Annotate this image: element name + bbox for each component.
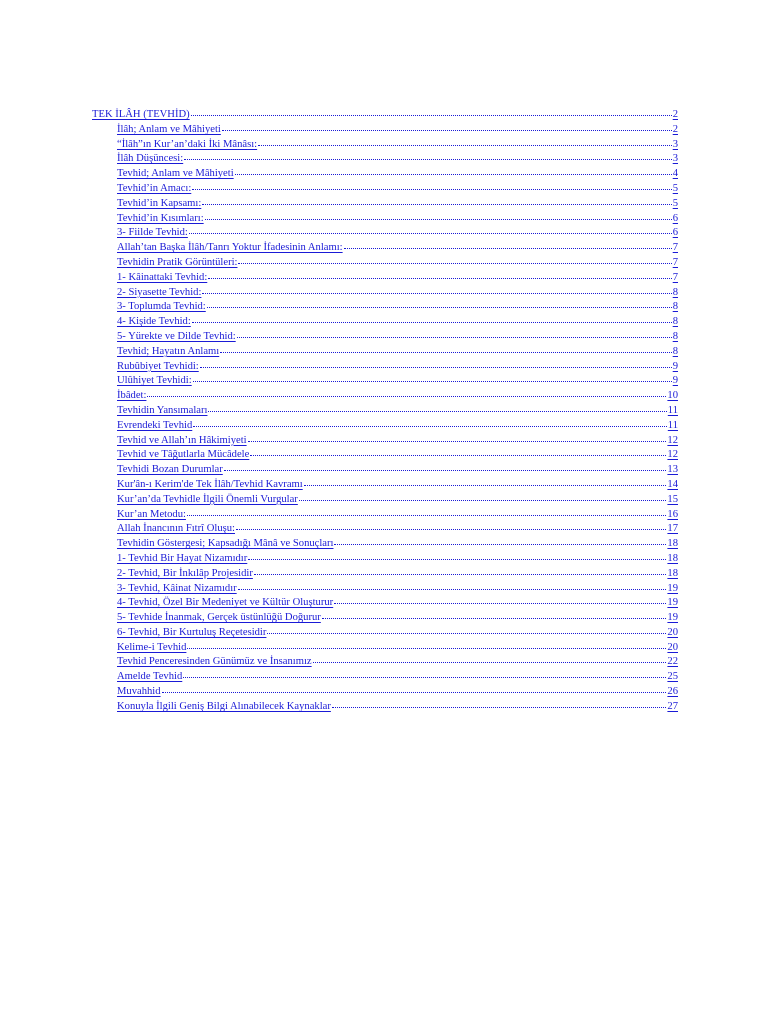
toc-entry-page-number: 16 [667, 508, 678, 520]
toc-entry-link[interactable] [92, 122, 678, 137]
toc-entry-link[interactable] [92, 196, 678, 211]
toc-entry-link[interactable] [92, 684, 678, 699]
toc-entry-page-number: 26 [667, 686, 678, 698]
dot-leader [304, 476, 667, 486]
toc-entry-page-number: 8 [672, 301, 678, 313]
toc-entry-link[interactable] [92, 211, 678, 226]
toc-entry-title: 3- Toplumda Tevhid: [117, 301, 206, 313]
toc-entry-link[interactable] [92, 225, 678, 240]
toc-entry-link[interactable] [92, 640, 678, 655]
dot-leader [189, 224, 672, 234]
toc-entry-title: Tevhid ve Tâğutlarla Mücâdele [117, 449, 250, 461]
toc-entry-title: Muvahhid [117, 686, 161, 698]
toc-entry-link[interactable] [92, 507, 678, 522]
toc-entry-title: Tevhid; Anlam ve Mâhiyeti [117, 168, 234, 180]
dot-leader [147, 387, 666, 397]
dot-leader [248, 432, 667, 442]
toc-entry-title: 5- Tevhide İnanmak, Gerçek üstünlüğü Doğurur [117, 612, 321, 624]
toc-entry-title: İbâdet: [117, 390, 147, 402]
toc-entry-page-number: 6 [672, 212, 678, 224]
dot-leader [222, 121, 672, 131]
toc-entry-link[interactable] [92, 255, 678, 270]
toc-entry-title: Konuyla İlgili Geniş Bilgi Alınabilecek Kaynaklar [117, 700, 331, 712]
toc-entry-title: Allah İnancının Fıtrî Oluşu: [117, 523, 235, 535]
toc-entry-title: 1- Tevhid Bir Hayat Nizamıdır [117, 552, 248, 564]
toc-entry-link[interactable] [92, 329, 678, 344]
toc-entry-title: 1- Kâinattaki Tevhid: [117, 271, 208, 283]
toc-entry-title: Tevhidin Pratik Görüntüleri: [117, 256, 238, 268]
toc-entry-title: Tevhid’in Kapsamı: [117, 197, 202, 209]
dot-leader [208, 269, 671, 279]
toc-entry-title: 6- Tevhid, Bir Kurtuluş Reçetesidir [117, 626, 267, 638]
dot-leader [235, 165, 672, 175]
dot-leader [187, 639, 666, 649]
toc-entry-link[interactable] [92, 418, 678, 433]
dot-leader [193, 417, 667, 427]
toc-entry-page-number: 5 [672, 182, 678, 194]
dot-leader [187, 506, 666, 516]
dot-leader [322, 609, 667, 619]
toc-entry-page-number: 19 [667, 612, 678, 624]
toc-entry-title: Kur'ân-ı Kerim'de Tek İlâh/Tevhid Kavramı [117, 478, 303, 490]
dot-leader [238, 580, 667, 590]
toc-entry-link[interactable] [92, 521, 678, 536]
dot-leader [193, 372, 672, 382]
toc-entry-page-number: 12 [667, 449, 678, 461]
toc-entry-link[interactable] [92, 166, 678, 181]
dot-leader [202, 284, 671, 294]
dot-leader [267, 624, 666, 634]
toc-entry-link[interactable] [92, 669, 678, 684]
toc-entry-link[interactable] [92, 359, 678, 374]
toc-entry-link[interactable] [92, 699, 678, 714]
dot-leader [332, 698, 667, 708]
dot-leader [202, 195, 671, 205]
toc-entry-page-number: 2 [672, 123, 678, 135]
toc-entry-title: Tevhid Penceresinden Günümüz ve İnsanımız [117, 656, 312, 668]
toc-entry-link[interactable] [92, 447, 678, 462]
toc-entry-page-number: 14 [667, 478, 678, 490]
toc-entry-page-number: 27 [667, 700, 678, 712]
toc-entry-page-number: 20 [667, 641, 678, 653]
toc-entry-title: “İlâh”ın Kur’an’daki İki Mânâsı: [117, 138, 258, 150]
toc-entry-link[interactable] [92, 270, 678, 285]
toc-entry-title: Amelde Tevhid [117, 671, 183, 683]
toc-entry-page-number: 9 [672, 360, 678, 372]
toc-entry-link[interactable] [92, 344, 678, 359]
toc-entry-page-number: 9 [672, 375, 678, 387]
toc-entry-page-number: 12 [667, 434, 678, 446]
toc-entry-link[interactable] [92, 181, 678, 196]
dot-leader [344, 239, 672, 249]
toc-entry-page-number: 7 [672, 242, 678, 254]
toc-entry-title: Tevhid ve Allah’ın Hâkimiyeti [117, 434, 247, 446]
toc-entry-page-number: 22 [667, 656, 678, 668]
toc-entry-link[interactable] [92, 477, 678, 492]
toc-entry-title: Rubûbiyet Tevhidi: [117, 360, 199, 372]
toc-entry-link[interactable] [92, 137, 678, 152]
dot-leader [236, 520, 666, 530]
toc-entry-page-number: 19 [667, 582, 678, 594]
dot-leader [250, 446, 666, 456]
toc-entry-link[interactable] [92, 536, 678, 551]
dot-leader [248, 550, 666, 560]
toc-heading-link[interactable] [92, 107, 678, 122]
dot-leader [200, 358, 672, 368]
dot-leader [184, 150, 672, 160]
dot-leader [192, 180, 671, 190]
toc-entry-page-number: 13 [667, 464, 678, 476]
toc-entry-title: Tevhidi Bozan Durumlar [117, 464, 223, 476]
toc-entry-title: Kur’an Metodu: [117, 508, 186, 520]
toc-entry-link[interactable] [92, 595, 678, 610]
toc-entry-link[interactable] [92, 388, 678, 403]
toc-entry-title: 4- Kişide Tevhid: [117, 316, 191, 328]
toc-entry-page-number: 8 [672, 286, 678, 298]
toc-entry-link[interactable] [92, 492, 678, 507]
dot-leader [191, 106, 672, 116]
toc-entry-link[interactable] [92, 151, 678, 166]
toc-entry-title: Tevhid’in Kısımları: [117, 212, 204, 224]
toc-entry-title: Kur’an’da Tevhidle İlgili Önemli Vurgular [117, 493, 298, 505]
toc-entry-page-number: 3 [672, 138, 678, 150]
toc-entry-title: 5- Yürekte ve Dilde Tevhid: [117, 330, 236, 342]
toc-entry-page-number: 7 [672, 256, 678, 268]
toc-entry-page-number: 18 [667, 538, 678, 550]
toc-entry-title: TEK İLÂH (TEVHİD) [92, 109, 190, 120]
toc-entry-link[interactable] [92, 654, 678, 669]
toc-entry-link[interactable] [92, 403, 678, 418]
toc-entry-title: Tevhid’in Amacı: [117, 182, 192, 194]
toc-entry-page-number: 11 [667, 404, 678, 416]
toc-entry-page-number: 15 [667, 493, 678, 505]
toc-entry-page-number: 18 [667, 567, 678, 579]
dot-leader [334, 535, 666, 545]
dot-leader [334, 594, 666, 604]
toc-entry-title: Kelime-i Tevhid [117, 641, 187, 653]
dot-leader [162, 683, 667, 693]
dot-leader [254, 565, 667, 575]
toc-entry-page-number: 4 [672, 168, 678, 180]
toc-entry-page-number: 25 [667, 671, 678, 683]
dot-leader [207, 298, 672, 308]
toc-entry-link[interactable] [92, 285, 678, 300]
toc-entry-title: 4- Tevhid, Özel Bir Medeniyet ve Kültür Oluşturur [117, 597, 334, 609]
toc-entry-link[interactable] [92, 625, 678, 640]
dot-leader [220, 343, 671, 353]
dot-leader [258, 136, 672, 146]
toc-entry-link[interactable] [92, 551, 678, 566]
toc-entry-page-number: 11 [667, 419, 678, 431]
dot-leader [183, 668, 666, 678]
toc-entry-page-number: 20 [667, 626, 678, 638]
toc-entry-page-number: 19 [667, 597, 678, 609]
toc-entry-page-number: 8 [672, 316, 678, 328]
toc-entry-page-number: 18 [667, 552, 678, 564]
toc-entry-page-number: 8 [672, 330, 678, 342]
dot-leader [237, 328, 672, 338]
toc-entry-title: 2- Siyasette Tevhid: [117, 286, 202, 298]
toc-entry-title: Tevhidin Yansımaları [117, 404, 208, 416]
toc-entry-link[interactable] [92, 299, 678, 314]
dot-leader [192, 313, 672, 323]
toc-entry-page-number: 7 [672, 271, 678, 283]
toc-entry-link[interactable] [92, 433, 678, 448]
toc-entry-page-number: 6 [672, 227, 678, 239]
toc-entry-page-number: 10 [667, 390, 678, 402]
toc-entry-page-number: 3 [672, 153, 678, 165]
toc-entry-title: 3- Fiilde Tevhid: [117, 227, 188, 239]
dot-leader [313, 653, 667, 663]
toc-entry-link[interactable] [92, 373, 678, 388]
table-of-contents [92, 107, 678, 714]
toc-entry-page-number: 5 [672, 197, 678, 209]
toc-entry-link[interactable] [92, 610, 678, 625]
toc-entry-title: Evrendeki Tevhid [117, 419, 193, 431]
toc-entry-title: Allah’tan Başka İlâh/Tanrı Yoktur İfadesinin Anlamı: [117, 242, 343, 254]
dot-leader [208, 402, 666, 412]
toc-entry-title: 2- Tevhid, Bir İnkılâp Projesidir [117, 567, 253, 579]
toc-entry-title: 3- Tevhid, Kâinat Nizamıdır [117, 582, 237, 594]
toc-entry-title: Tevhid; Hayatın Anlamı [117, 345, 220, 357]
toc-entry-link[interactable] [92, 462, 678, 477]
dot-leader [299, 491, 667, 501]
toc-entry-title: Tevhidin Göstergesi; Kapsadığı Mânâ ve Sonuçları [117, 538, 334, 550]
toc-entry-page-number: 17 [667, 523, 678, 535]
toc-entry-page-number: 8 [672, 345, 678, 357]
toc-entry-title: İlâh; Anlam ve Mâhiyeti [117, 123, 221, 135]
dot-leader [205, 210, 672, 220]
toc-entry-page-number: 2 [672, 109, 678, 120]
toc-entry-link[interactable] [92, 566, 678, 581]
toc-entry-title: İlâh Düşüncesi: [117, 153, 184, 165]
dot-leader [224, 461, 667, 471]
toc-entry-link[interactable] [92, 581, 678, 596]
toc-entry-link[interactable] [92, 240, 678, 255]
toc-entry-link[interactable] [92, 314, 678, 329]
dot-leader [238, 254, 671, 264]
toc-entry-title: Ulûhiyet Tevhidi: [117, 375, 192, 387]
